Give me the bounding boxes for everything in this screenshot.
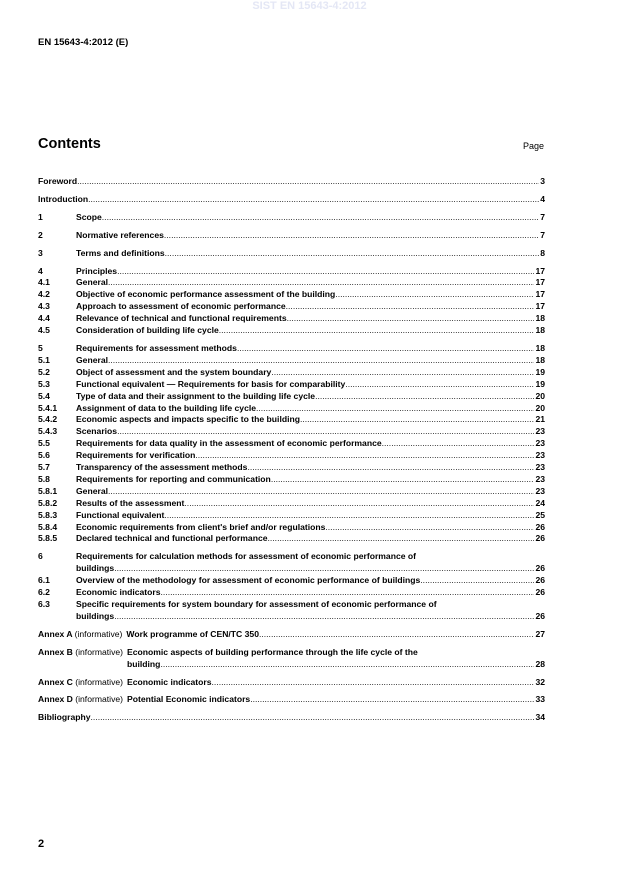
toc-title: Introduction bbox=[38, 193, 89, 204]
toc-page: 18 bbox=[535, 313, 545, 324]
annex-label: Annex C (informative) bbox=[38, 676, 124, 687]
toc-title: Principles bbox=[76, 265, 118, 276]
toc-entry-5-4-3[interactable] bbox=[38, 426, 545, 438]
toc-title: Normative references bbox=[76, 229, 164, 240]
toc-title: Economic indicators bbox=[76, 587, 161, 598]
toc-leader bbox=[88, 194, 539, 206]
toc-page: 17 bbox=[535, 277, 545, 288]
toc-page: 23 bbox=[535, 485, 545, 496]
toc-title-continued: buildings bbox=[76, 563, 115, 574]
toc-entry-5-7[interactable] bbox=[38, 462, 545, 474]
toc-leader bbox=[108, 277, 534, 289]
toc-page: 17 bbox=[535, 265, 545, 276]
table-of-contents bbox=[38, 176, 545, 724]
toc-leader bbox=[268, 533, 535, 545]
toc-leader bbox=[259, 629, 534, 641]
toc-leader bbox=[271, 474, 535, 486]
toc-number: 6.2 bbox=[38, 587, 50, 598]
toc-entry-4-5[interactable] bbox=[38, 325, 545, 337]
toc-number: 4.5 bbox=[38, 325, 50, 336]
toc-entry-5-6[interactable] bbox=[38, 450, 545, 462]
toc-leader bbox=[250, 694, 534, 706]
toc-leader bbox=[219, 325, 535, 337]
toc-number: 5.8.1 bbox=[38, 485, 58, 496]
toc-page: 26 bbox=[535, 575, 545, 586]
toc-number: 4.4 bbox=[38, 313, 50, 324]
watermark: SIST EN 15643-4:2012 bbox=[252, 0, 367, 12]
toc-page: 21 bbox=[535, 414, 545, 425]
toc-page: 27 bbox=[535, 628, 545, 639]
toc-entry-5-5[interactable] bbox=[38, 438, 545, 450]
toc-title: Results of the assessment bbox=[76, 497, 185, 508]
toc-page: 20 bbox=[535, 390, 545, 401]
toc-page: 26 bbox=[535, 610, 545, 621]
toc-title: Terms and definitions bbox=[76, 247, 165, 258]
toc-number: 2 bbox=[38, 229, 43, 240]
toc-entry-5-8-3[interactable] bbox=[38, 510, 545, 522]
toc-title: Potential Economic indicators bbox=[127, 694, 251, 705]
toc-leader bbox=[165, 248, 540, 260]
toc-number: 5.8 bbox=[38, 473, 50, 484]
toc-page: 23 bbox=[535, 450, 545, 461]
toc-leader bbox=[161, 587, 535, 599]
toc-page: 7 bbox=[540, 229, 545, 240]
toc-leader bbox=[287, 313, 535, 325]
toc-number: 4 bbox=[38, 265, 43, 276]
toc-entry-5-8-4[interactable] bbox=[38, 522, 545, 534]
toc-number: 1 bbox=[38, 211, 43, 222]
page-number: 2 bbox=[38, 838, 45, 850]
toc-leader bbox=[212, 677, 535, 689]
toc-entry-6[interactable] bbox=[38, 551, 545, 575]
toc-leader bbox=[335, 289, 534, 301]
toc-number: 5.6 bbox=[38, 450, 50, 461]
toc-title-continued: building bbox=[127, 658, 161, 669]
toc-page: 18 bbox=[535, 342, 545, 353]
toc-entry-2[interactable] bbox=[38, 230, 545, 242]
toc-page: 23 bbox=[535, 438, 545, 449]
toc-number: 3 bbox=[38, 247, 43, 258]
toc-page: 25 bbox=[535, 509, 545, 520]
toc-page: 20 bbox=[535, 402, 545, 413]
toc-title: Economic aspects and impacts specific to the building bbox=[76, 414, 300, 425]
toc-title: General bbox=[76, 485, 109, 496]
toc-number: 5.4.2 bbox=[38, 414, 58, 425]
toc-number: 5.8.2 bbox=[38, 497, 58, 508]
toc-entry-4-2[interactable] bbox=[38, 289, 545, 301]
toc-title-continued: buildings bbox=[76, 610, 115, 621]
toc-title: Requirements for verification bbox=[76, 450, 196, 461]
toc-leader bbox=[195, 450, 534, 462]
toc-title: Relevance of technical and functional requirements bbox=[76, 313, 287, 324]
toc-entry-4-3[interactable] bbox=[38, 301, 545, 313]
toc-page: 32 bbox=[535, 676, 545, 687]
toc-entry-5[interactable] bbox=[38, 343, 545, 355]
toc-entry-1[interactable] bbox=[38, 212, 545, 224]
toc-leader bbox=[286, 301, 535, 313]
toc-page: 17 bbox=[535, 289, 545, 300]
toc-number: 5.8.5 bbox=[38, 533, 58, 544]
toc-entry-bibliography[interactable] bbox=[38, 712, 545, 724]
toc-title: Consideration of building life cycle bbox=[76, 325, 219, 336]
document-id: EN 15643-4:2012 (E) bbox=[38, 37, 129, 48]
toc-title: Work programme of CEN/TC 350 bbox=[126, 628, 259, 639]
toc-entry-5-1[interactable] bbox=[38, 355, 545, 367]
toc-entry-4-4[interactable] bbox=[38, 313, 545, 325]
toc-entry-6-3[interactable] bbox=[38, 599, 545, 623]
annex-label: Annex D (informative) bbox=[38, 694, 124, 705]
toc-number: 6 bbox=[38, 551, 43, 562]
toc-leader bbox=[164, 510, 534, 522]
toc-leader bbox=[237, 343, 534, 355]
toc-entry-5-8-5[interactable] bbox=[38, 533, 545, 545]
toc-title: Scenarios bbox=[76, 426, 118, 437]
toc-leader bbox=[117, 266, 534, 278]
toc-page: 26 bbox=[535, 521, 545, 532]
toc-entry-5-8-2[interactable] bbox=[38, 498, 545, 510]
toc-number: 5.3 bbox=[38, 378, 50, 389]
toc-entry-6-1[interactable] bbox=[38, 575, 545, 587]
toc-number: 4.1 bbox=[38, 277, 50, 288]
toc-page: 26 bbox=[535, 563, 545, 574]
toc-title: Assignment of data to the building life cycle bbox=[76, 402, 257, 413]
toc-title: Foreword bbox=[38, 176, 78, 186]
toc-page: 19 bbox=[535, 378, 545, 389]
toc-page: 8 bbox=[540, 247, 545, 258]
toc-leader bbox=[117, 426, 534, 438]
toc-leader bbox=[160, 659, 534, 671]
toc-leader bbox=[382, 438, 535, 450]
toc-title: Approach to assessment of economic performance bbox=[76, 301, 286, 312]
toc-title: Requirements for assessment methods bbox=[76, 342, 237, 353]
toc-number: 5.4.1 bbox=[38, 402, 58, 413]
toc-leader bbox=[114, 563, 534, 575]
toc-leader bbox=[164, 230, 539, 242]
toc-page: 7 bbox=[540, 211, 545, 222]
toc-title: Requirements for calculation methods for assessment of economic performance of bbox=[76, 551, 417, 562]
toc-entry-annex-d[interactable] bbox=[38, 694, 545, 706]
toc-entry-5-2[interactable] bbox=[38, 367, 545, 379]
toc-title: Type of data and their assignment to the building life cycle bbox=[76, 390, 316, 401]
toc-leader bbox=[300, 414, 534, 426]
toc-page: 19 bbox=[535, 366, 545, 377]
toc-page: 26 bbox=[535, 587, 545, 598]
toc-leader bbox=[247, 462, 534, 474]
toc-title: Bibliography bbox=[38, 712, 91, 723]
toc-title: Functional equivalent bbox=[76, 509, 165, 520]
toc-leader bbox=[420, 575, 534, 587]
toc-entry-5-4-1[interactable] bbox=[38, 403, 545, 415]
toc-number: 5.4 bbox=[38, 390, 50, 401]
toc-page: 17 bbox=[535, 301, 545, 312]
annex-label: Annex B (informative) bbox=[38, 646, 124, 657]
toc-number: 5.8.4 bbox=[38, 521, 58, 532]
toc-title: Economic indicators bbox=[127, 676, 212, 687]
toc-number: 5.1 bbox=[38, 354, 50, 365]
toc-title: General bbox=[76, 354, 109, 365]
toc-title: Scope bbox=[76, 211, 102, 222]
toc-title: Economic requirements from client's brief and/or regulations bbox=[76, 521, 326, 532]
annex-label: Annex A (informative) bbox=[38, 628, 123, 639]
toc-entry-3[interactable] bbox=[38, 248, 545, 260]
toc-page: 24 bbox=[535, 497, 545, 508]
toc-page: 34 bbox=[535, 712, 545, 723]
toc-leader bbox=[102, 212, 539, 224]
toc-leader bbox=[184, 498, 534, 510]
toc-number: 5.5 bbox=[38, 438, 50, 449]
toc-leader bbox=[77, 176, 539, 188]
toc-leader bbox=[91, 712, 535, 724]
toc-page: 4 bbox=[540, 193, 545, 204]
toc-page: 18 bbox=[535, 354, 545, 365]
toc-number: 6.3 bbox=[38, 599, 50, 609]
toc-entry-annex-c[interactable] bbox=[38, 677, 545, 689]
toc-title: Object of assessment and the system boundary bbox=[76, 366, 272, 377]
toc-page: 28 bbox=[535, 658, 545, 669]
toc-entry-introduction[interactable] bbox=[38, 194, 545, 206]
toc-page: 23 bbox=[535, 426, 545, 437]
toc-leader bbox=[271, 367, 534, 379]
toc-title: Requirements for reporting and communication bbox=[76, 473, 271, 484]
toc-leader bbox=[325, 522, 534, 534]
toc-leader bbox=[345, 379, 534, 391]
toc-page: 18 bbox=[535, 325, 545, 336]
toc-number: 5 bbox=[38, 342, 43, 353]
toc-entry-5-4-2[interactable] bbox=[38, 414, 545, 426]
toc-title: General bbox=[76, 277, 109, 288]
toc-entry-5-8-1[interactable] bbox=[38, 486, 545, 498]
toc-entry-5-4[interactable] bbox=[38, 391, 545, 403]
toc-entry-6-2[interactable] bbox=[38, 587, 545, 599]
toc-title: Economic aspects of building performance through the life cycle of the bbox=[127, 646, 418, 657]
toc-title: Transparency of the assessment methods bbox=[76, 462, 248, 473]
toc-title: Objective of economic performance assessment of the building bbox=[76, 289, 336, 300]
toc-number: 5.4.3 bbox=[38, 426, 58, 437]
toc-page: 23 bbox=[535, 473, 545, 484]
toc-number: 4.2 bbox=[38, 289, 50, 300]
toc-title: Functional equivalent — Requirements for basis for comparability bbox=[76, 378, 346, 389]
toc-number: 5.8.3 bbox=[38, 509, 58, 520]
toc-number: 5.7 bbox=[38, 462, 50, 473]
toc-page: 3 bbox=[540, 176, 545, 186]
toc-leader bbox=[315, 391, 534, 403]
toc-entry-5-3[interactable] bbox=[38, 379, 545, 391]
toc-page: 33 bbox=[535, 694, 545, 705]
toc-leader bbox=[108, 355, 534, 367]
toc-number: 6.1 bbox=[38, 575, 50, 586]
toc-title: Declared technical and functional performance bbox=[76, 533, 268, 544]
page-column-label: Page bbox=[522, 141, 544, 151]
toc-leader bbox=[114, 611, 534, 623]
toc-number: 5.2 bbox=[38, 366, 50, 377]
toc-entry-foreword[interactable] bbox=[38, 176, 545, 188]
page-title: Contents bbox=[38, 136, 101, 152]
toc-title: Requirements for data quality in the assessment of economic performance bbox=[76, 438, 382, 449]
toc-title: Overview of the methodology for assessment of economic performance of buildings bbox=[76, 575, 421, 586]
toc-leader bbox=[108, 486, 534, 498]
toc-entry-annex-a[interactable] bbox=[38, 629, 545, 641]
toc-entry-annex-b[interactable] bbox=[38, 647, 545, 671]
toc-number: 4.3 bbox=[38, 301, 50, 312]
toc-entry-4[interactable] bbox=[38, 266, 545, 278]
toc-leader bbox=[256, 403, 534, 415]
toc-page: 23 bbox=[535, 462, 545, 473]
toc-title: Specific requirements for system boundary for assessment of economic performance of bbox=[76, 599, 437, 609]
toc-entry-5-8[interactable] bbox=[38, 474, 545, 486]
toc-page: 26 bbox=[535, 533, 545, 544]
toc-entry-4-1[interactable] bbox=[38, 277, 545, 289]
